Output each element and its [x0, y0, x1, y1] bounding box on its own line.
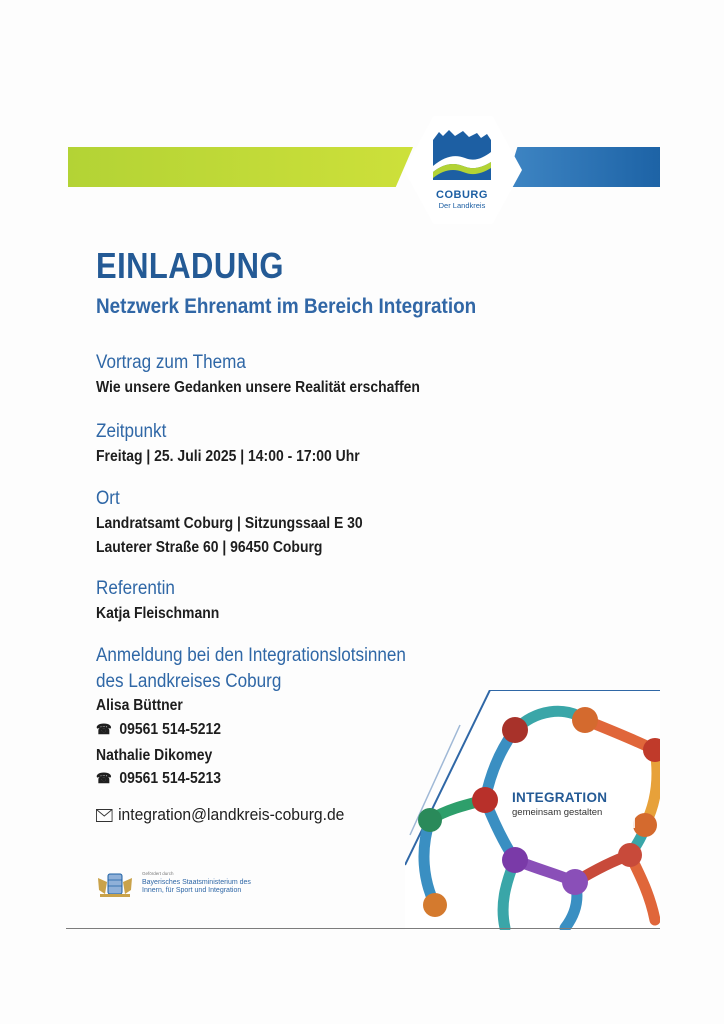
contact-phone-2[interactable] [96, 770, 221, 788]
topic-heading: Vortrag zum Thema [96, 352, 246, 373]
time-text: Freitag | 25. Juli 2025 | 14:00 - 17:00 Uhr [96, 448, 360, 465]
place-heading: Ort [96, 488, 120, 509]
place-line-1: Landratsamt Coburg | Sitzungssaal E 30 [96, 515, 363, 532]
place-line-2: Lauterer Straße 60 | 96450 Coburg [96, 539, 323, 556]
badge-title: INTEGRATION [512, 790, 608, 805]
sponsor-ministry-line-2: Innern, für Sport und Integration [142, 887, 242, 894]
contact-name-1: Alisa Büttner [96, 697, 183, 714]
speaker-heading: Referentin [96, 578, 175, 599]
page-subtitle: Netzwerk Ehrenamt im Bereich Integration [96, 295, 477, 318]
sponsor-ministry-line-1: Bayerisches Staatsministerium des [142, 879, 251, 886]
registration-heading-line-2: des Landkreises Coburg [96, 671, 282, 692]
page-title: EINLADUNG [96, 245, 284, 286]
sponsor-label: Gefördert durch [142, 871, 174, 876]
contact-phone-number-1: 09561 514-5212 [119, 721, 222, 738]
coburg-logo-icon [429, 128, 495, 184]
topic-text: Wie unsere Gedanken unsere Realität erschaffen [96, 379, 420, 396]
envelope-icon [96, 809, 113, 822]
logo-title: COBURG [436, 189, 488, 201]
contact-name-2: Nathalie Dikomey [96, 747, 213, 764]
email-link[interactable] [96, 805, 344, 825]
contact-phone-number-2: 09561 514-5213 [119, 770, 222, 787]
phone-icon: ☎ [96, 770, 112, 786]
footer-divider [66, 928, 660, 929]
logo-subtitle: Der Landkreis [438, 201, 486, 210]
header-band-green [68, 147, 413, 187]
time-heading: Zeitpunkt [96, 421, 167, 442]
badge-subtitle: gemeinsam gestalten [512, 807, 603, 818]
email-address: integration@landkreis-coburg.de [118, 805, 345, 824]
bavaria-crest-icon [96, 872, 134, 898]
header-band-blue [505, 147, 660, 187]
contact-phone-1[interactable] [96, 721, 221, 739]
speaker-name: Katja Fleischmann [96, 605, 220, 622]
registration-heading-line-1: Anmeldung bei den Integrationslotsinnen [96, 645, 406, 666]
sponsor-ministry [142, 879, 251, 895]
phone-icon: ☎ [96, 721, 112, 737]
